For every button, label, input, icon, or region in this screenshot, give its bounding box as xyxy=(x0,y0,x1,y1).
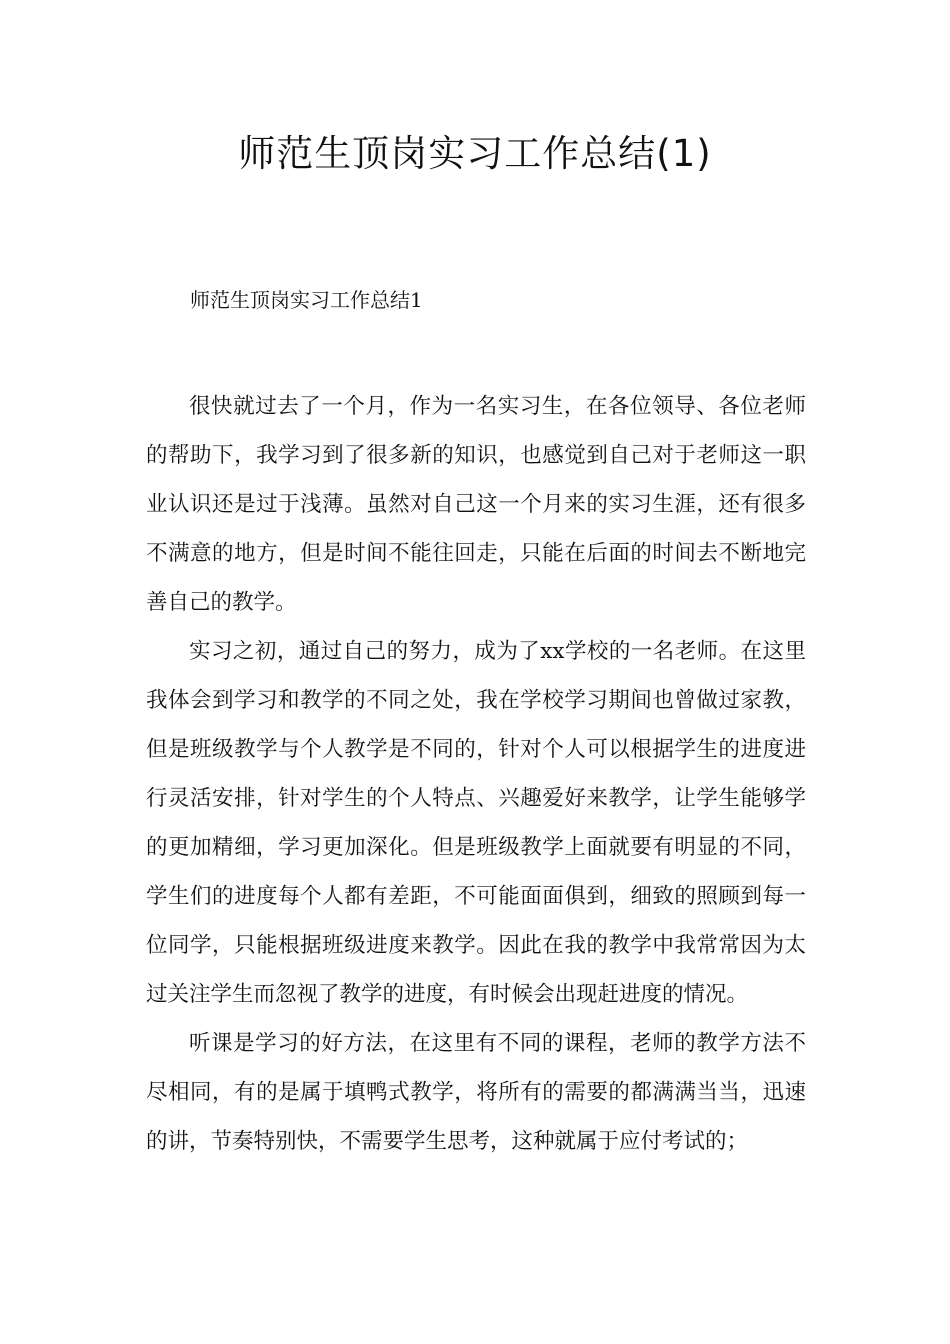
document-title: 师范生顶岗实习工作总结(1) xyxy=(238,132,712,175)
paragraph: 听课是学习的好方法，在这里有不同的课程，老师的教学方法不尽相同，有的是属于填鸭式教学，将所有的需要的都满满当当，迅速的讲，节奏特别快，不需要学生思考，这种就属于应付考试的； xyxy=(146,1031,806,1154)
document-body xyxy=(146,382,806,1166)
document-subtitle: 师范生顶岗实习工作总结1 xyxy=(190,288,423,312)
paragraph: 很快就过去了一个月，作为一名实习生，在各位领导、各位老师的帮助下，我学习到了很多新的知识，也感觉到自己对于老师这一职业认识还是过于浅薄。虽然对自己这一个月来的实习生涯，还有很多不满意的地方，但是时间不能往回走，只能在后面的时间去不断地完善自己的教学。 xyxy=(146,394,806,615)
paragraph: 实习之初，通过自己的努力，成为了xx学校的一名老师。在这里我体会到学习和教学的不同之处，我在学校学习期间也曾做过家教，但是班级教学与个人教学是不同的，针对个人可以根据学生的进度进行灵活安排，针对学生的个人特点、兴趣爱好来教学，让学生能够学的更加精细，学习更加深化。但是班级教学上面就要有明显的不同，学生们的进度每个人都有差距，不可能面面俱到，细致的照顾到每一位同学，只能根据班级进度来教学。因此在我的教学中我常常因为太过关注学生而忽视了教学的进度，有时候会出现赶进度的情况。 xyxy=(146,639,806,1007)
